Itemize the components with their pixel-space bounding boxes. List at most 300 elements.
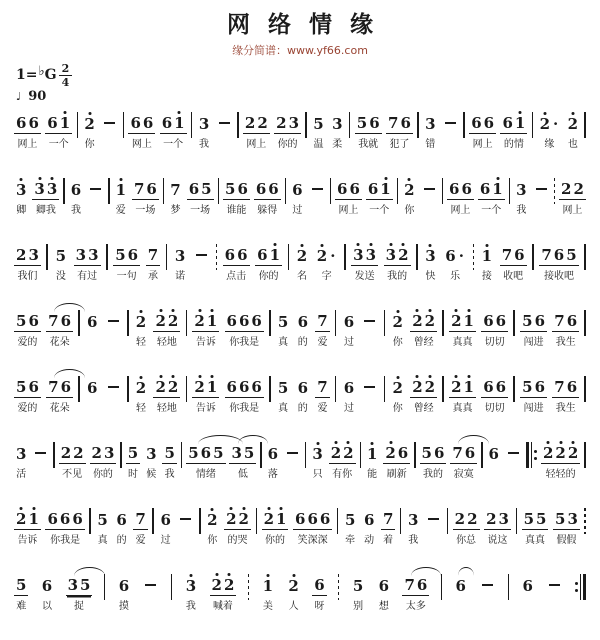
barline <box>442 376 444 402</box>
held-beat-dash <box>309 178 326 217</box>
note-group <box>187 178 214 217</box>
lyric: 花朵 <box>49 403 70 414</box>
note-group <box>335 178 362 217</box>
note-group <box>295 244 309 283</box>
notes: 2 1 <box>263 510 287 528</box>
note-group <box>45 508 84 547</box>
held-beat-dash <box>177 508 194 547</box>
notes: 2 2 <box>412 312 436 330</box>
barline <box>199 508 201 534</box>
lyric: 轻地 <box>156 337 177 348</box>
notes: 6 6 <box>483 312 507 330</box>
held-beat-dash <box>101 112 118 151</box>
barline <box>584 244 586 270</box>
note-group <box>66 574 93 613</box>
barline <box>584 112 586 138</box>
barline <box>532 112 534 138</box>
notes: 7 <box>317 312 328 330</box>
notes: 5 <box>277 379 289 397</box>
lyric: 你 <box>207 535 218 546</box>
note-group <box>443 244 467 283</box>
notes: 6 1 <box>367 180 391 198</box>
lyric: 我 <box>164 469 175 480</box>
note-group <box>315 376 329 415</box>
note-group <box>74 244 101 283</box>
note-group <box>552 376 579 415</box>
held-beat-dash <box>105 376 122 415</box>
note-group <box>381 508 395 547</box>
note-group <box>449 376 476 415</box>
score-line-8 <box>14 574 586 613</box>
notes: 6 6 6 <box>295 510 331 528</box>
notes: 6 6 <box>255 180 279 198</box>
note-group <box>14 574 28 613</box>
note-group <box>134 310 148 349</box>
note-group <box>229 442 256 481</box>
note-group <box>54 244 68 283</box>
note-group <box>205 508 219 547</box>
lyric: 爱的 <box>17 403 38 414</box>
notes: 6 <box>292 181 303 199</box>
notes: 5 6 <box>522 378 546 396</box>
notes: 3 <box>174 247 186 265</box>
note-group <box>153 310 180 349</box>
lyric: 切切 <box>484 337 505 348</box>
notes: 3 <box>146 445 157 463</box>
notes: 2 3 <box>486 510 509 528</box>
barline <box>186 376 188 402</box>
note-group <box>312 574 326 613</box>
barline <box>260 442 262 468</box>
lyric: 想 <box>378 601 389 612</box>
lyric: 谁能 <box>226 205 247 216</box>
time-signature <box>59 63 73 88</box>
notes: 2 2 <box>60 444 84 462</box>
note-group <box>114 508 128 547</box>
note-group <box>343 508 357 547</box>
note-group <box>315 244 339 283</box>
notes: 5 6 <box>522 312 546 330</box>
notes: 1 <box>481 247 493 265</box>
note-group <box>469 112 496 151</box>
lyric: 假假 <box>556 535 577 546</box>
lyric: 告诉 <box>195 337 216 348</box>
lyric: 我的 <box>422 469 443 480</box>
notes <box>361 310 378 332</box>
barline <box>335 310 337 336</box>
lyric: 卿我 <box>35 205 56 216</box>
barline <box>513 376 515 402</box>
lyric: 太多 <box>405 601 426 612</box>
notes: 2 2 <box>226 510 249 528</box>
held-beat-dash <box>361 310 378 349</box>
notes <box>425 508 442 530</box>
note-group <box>225 310 264 349</box>
held-beat-dash <box>142 574 159 613</box>
notes: 5 3 <box>555 510 578 528</box>
lyric: 我生 <box>555 403 576 414</box>
notes: 6 <box>522 577 533 595</box>
notes: 2 1 <box>194 378 218 396</box>
lyric: 笑深深 <box>297 535 328 546</box>
lyric: 你的 <box>265 535 285 546</box>
dashed-barline <box>554 178 556 204</box>
lyric: 一个 <box>369 205 390 216</box>
notes: 3 3 <box>75 246 99 264</box>
barline <box>509 178 511 204</box>
notes: 7 <box>170 181 181 199</box>
lyric: 爱的 <box>17 337 38 348</box>
notes: 6 <box>87 379 98 397</box>
note-group <box>365 442 379 481</box>
notes: 2 3 <box>276 114 299 132</box>
note-group <box>168 178 182 217</box>
note-group <box>500 244 527 283</box>
barline <box>78 310 80 336</box>
barline <box>63 178 65 204</box>
notes: 3 3 <box>353 246 377 264</box>
note-group <box>520 310 547 349</box>
lyric: 轻 <box>136 403 146 414</box>
barline <box>152 508 154 534</box>
notes: 3 <box>198 115 210 133</box>
lyric: 一个 <box>48 139 69 150</box>
key-letter: G <box>44 67 57 83</box>
barline <box>285 178 287 204</box>
note-group <box>14 310 41 349</box>
barline <box>400 508 402 534</box>
note-group <box>522 508 549 547</box>
note-group <box>553 508 580 547</box>
lyric: 我们 <box>17 271 38 282</box>
notes: 1 <box>115 181 126 199</box>
barline <box>288 244 290 270</box>
note-group <box>46 310 73 349</box>
lyric: 柔 <box>332 139 343 150</box>
lyric: 只 <box>312 469 323 480</box>
held-beat-dash <box>546 574 563 613</box>
held-beat-dash <box>87 178 104 217</box>
notes: 2 1 <box>194 312 218 330</box>
held-beat-dash <box>442 112 459 151</box>
notes: 3 <box>185 577 197 595</box>
note-group <box>383 442 410 481</box>
note-group <box>384 244 411 283</box>
lyric: 爱 <box>115 205 126 216</box>
notes: 6 <box>160 511 171 529</box>
lyric: 告诉 <box>195 403 216 414</box>
barline <box>335 376 337 402</box>
key-signature <box>16 61 600 89</box>
notes: 6 6 <box>337 180 360 198</box>
lyric: 接 <box>481 271 492 282</box>
lyric: 一个 <box>481 205 502 216</box>
notes: 6 6 <box>471 114 495 132</box>
note-group <box>484 508 511 547</box>
note-group <box>386 112 413 151</box>
note-group <box>90 442 117 481</box>
note-group <box>144 442 158 481</box>
lyric: 我生 <box>555 337 576 348</box>
note-group <box>274 112 301 151</box>
lyric: 说这 <box>487 535 508 546</box>
lyric: 时 <box>127 469 138 480</box>
song-title: 网络情缘 <box>227 11 391 38</box>
lyric: 你 <box>392 337 403 348</box>
note-group <box>85 310 99 349</box>
notes: 2 3 <box>91 444 115 462</box>
held-beat-dash <box>425 508 442 547</box>
notes: 6 <box>70 181 82 199</box>
notes: 3 <box>312 445 323 463</box>
note-group <box>266 442 280 481</box>
notes: 6 <box>343 313 355 331</box>
lyric: 难 <box>16 601 27 612</box>
lyric: 有你 <box>332 469 353 480</box>
barline <box>186 310 188 336</box>
lyric: 牵 <box>345 535 356 546</box>
notes: 5 <box>352 577 364 595</box>
lyric: 的 <box>297 337 308 348</box>
note-group <box>480 244 494 283</box>
notes: 5 6 <box>16 312 39 330</box>
barline <box>532 244 534 270</box>
note-group <box>487 442 501 481</box>
barline <box>441 574 443 600</box>
lyric: 一句 <box>116 271 137 282</box>
note-group <box>410 376 437 415</box>
time-signature-denominator: 4 <box>61 75 70 89</box>
lyric: 闯进 <box>523 337 544 348</box>
note-group <box>210 574 237 613</box>
lyric: 有过 <box>77 271 98 282</box>
notes: 6 1 <box>479 180 503 198</box>
notes: 6 1 <box>161 114 185 132</box>
note-group <box>14 244 41 283</box>
barline <box>384 310 386 336</box>
notes: 7 <box>135 510 146 528</box>
lyric: 情绪 <box>195 469 216 480</box>
note-group <box>286 574 300 613</box>
note-group <box>126 442 140 481</box>
notes <box>442 112 459 134</box>
notes: 2 <box>135 379 147 397</box>
lyric: 曾经 <box>413 337 434 348</box>
notes: 2 <box>296 247 308 265</box>
lyric: 诺 <box>175 271 186 282</box>
barline <box>360 442 362 468</box>
notes: 5 6 <box>16 378 39 396</box>
note-group <box>254 178 281 217</box>
lyric: 你的 <box>258 271 279 282</box>
note-group <box>329 442 356 481</box>
barline <box>384 376 386 402</box>
lyric: 缘 <box>544 139 555 150</box>
notes: 6 <box>267 445 279 463</box>
notes: 6 <box>116 511 127 529</box>
lyric: 梦 <box>170 205 181 216</box>
lyric: 点击 <box>226 271 247 282</box>
note-group <box>46 376 73 415</box>
notes: 3 <box>16 181 27 199</box>
notes: 6 <box>314 576 325 594</box>
lyric: 落 <box>267 469 278 480</box>
held-beat-dash <box>361 376 378 415</box>
lyric: 你 <box>404 205 415 216</box>
notes: 6 6 6 <box>226 312 262 330</box>
note-group <box>223 244 250 283</box>
barline <box>305 442 307 468</box>
dashed-barline <box>216 244 218 270</box>
notes: 7 <box>147 246 159 264</box>
lyric: 刷新 <box>386 469 407 480</box>
note-group <box>449 310 476 349</box>
notes: 7 6 5 <box>541 246 577 264</box>
notes: 2 2 <box>211 576 235 594</box>
lyric: 人 <box>288 601 299 612</box>
notes <box>105 310 122 332</box>
lyric: 网上 <box>450 205 471 216</box>
notes: 3 <box>408 511 419 529</box>
note-group <box>223 178 250 217</box>
note-group <box>478 178 505 217</box>
dashed-barline <box>473 244 475 270</box>
lyric: 候 <box>146 469 157 480</box>
lyric: 我 <box>185 601 196 612</box>
barline <box>163 178 165 204</box>
lyric: 收吧 <box>503 271 524 282</box>
notes: 6 <box>488 445 499 463</box>
lyric: 爱 <box>317 337 328 348</box>
notes: 2 <box>207 511 218 529</box>
notes: 2 <box>392 313 403 331</box>
barline <box>417 112 419 138</box>
notes: 2 <box>392 379 403 397</box>
barline <box>481 442 483 468</box>
lyric: 的哭 <box>227 535 248 546</box>
score-line-5 <box>14 376 586 415</box>
lyric: 没 <box>55 271 66 282</box>
lyric: 网上 <box>131 139 152 150</box>
lyric: 活 <box>16 469 27 480</box>
notes: 6 <box>297 313 309 331</box>
barline <box>269 376 271 402</box>
lyric: 你我是 <box>229 337 260 348</box>
note-group <box>311 112 325 151</box>
lyric: 动 <box>364 535 375 546</box>
barline <box>181 442 183 468</box>
notes: 3 <box>332 115 343 133</box>
lyric: 你的 <box>92 469 113 480</box>
barline <box>218 178 220 204</box>
barline <box>78 376 80 402</box>
notes: 2 1 <box>16 510 39 528</box>
lyric: 能 <box>367 469 378 480</box>
barline <box>584 376 586 402</box>
barline <box>191 112 193 138</box>
lyric: 你的 <box>277 139 298 150</box>
note-group <box>559 178 586 217</box>
note-group <box>160 112 187 151</box>
held-beat-dash <box>533 178 550 217</box>
note-group <box>521 574 535 613</box>
notes-with-tie: 3 5 <box>67 576 91 594</box>
note-group <box>355 112 382 151</box>
note-group <box>453 508 480 547</box>
lyric: 过 <box>292 205 303 216</box>
score <box>14 112 586 613</box>
lyric: 过 <box>160 535 171 546</box>
notes-with-tie: 7 6 <box>48 378 72 396</box>
note-group <box>315 310 329 349</box>
note-group <box>14 376 41 415</box>
key-prefix: 1= <box>16 67 38 83</box>
score-line-3 <box>14 244 586 283</box>
note-group <box>406 508 420 547</box>
note-group <box>541 442 580 481</box>
barline <box>305 112 307 138</box>
lyric: 真真 <box>525 535 545 546</box>
lyric: 犯了 <box>389 139 410 150</box>
barline <box>237 112 239 138</box>
notes: 3 <box>516 181 527 199</box>
barline <box>171 574 173 600</box>
note-group <box>113 244 140 283</box>
note-group <box>162 442 176 481</box>
notes: 5 6 <box>421 444 445 462</box>
lyric: 寂寞 <box>453 469 474 480</box>
note-group <box>14 508 41 547</box>
note-group <box>481 310 508 349</box>
lyric: 快 <box>425 271 436 282</box>
notes: 6 6 <box>483 378 507 396</box>
barline <box>516 508 518 534</box>
notes: 2 2 2 <box>542 444 579 462</box>
notes <box>505 442 522 464</box>
held-beat-dash <box>284 442 301 481</box>
note-group <box>520 376 547 415</box>
notes-with-tie: 6 <box>454 574 468 596</box>
barline <box>442 310 444 336</box>
note-group <box>261 574 275 613</box>
notes: 2 2 <box>454 510 478 528</box>
note-group <box>225 376 264 415</box>
notes: 7 6 <box>133 180 157 198</box>
note-group <box>420 442 447 481</box>
note-group <box>262 508 289 547</box>
lyric: 我 <box>516 205 527 216</box>
note-group <box>342 310 356 349</box>
note-group <box>85 376 99 415</box>
note-group <box>423 244 437 283</box>
notes: 2 <box>135 313 147 331</box>
note-group <box>82 112 96 151</box>
notes <box>284 442 301 464</box>
notes: 6 6 <box>449 180 472 198</box>
notes: 5 6 <box>115 246 139 264</box>
quarter-note-icon: ♩ <box>16 89 22 103</box>
lyric: 轻地 <box>156 403 177 414</box>
note-group <box>330 112 344 151</box>
barline <box>127 310 129 336</box>
notes <box>32 442 49 464</box>
lyric: 真真 <box>452 403 473 414</box>
lyric: 告诉 <box>17 535 38 546</box>
notes: 6 6 <box>130 114 154 132</box>
notes: 2 2 <box>155 378 179 396</box>
lyric: 过 <box>343 403 354 414</box>
barline <box>108 178 110 204</box>
